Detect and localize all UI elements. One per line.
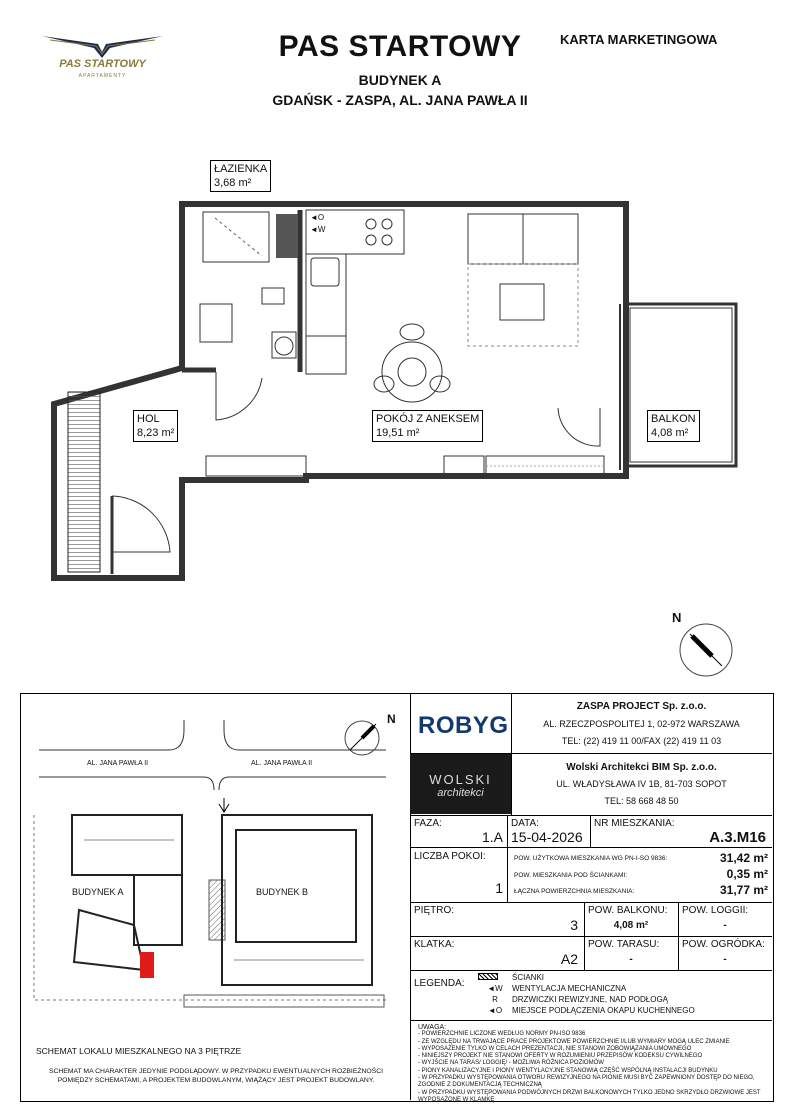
usable-area-label: POW. UŻYTKOWA MIESZKANIA WG PN-I-SO 9836: [514, 855, 668, 862]
total-area-value: 31,77 m² [719, 883, 768, 897]
terrace-label: POW. TARASU: [588, 939, 660, 950]
architect-name: Wolski Architekci BIM Sp. z.o.o. [566, 762, 717, 773]
legend-title: LEGENDA: [414, 978, 465, 989]
logo-subtitle: APARTAMENTY [78, 73, 127, 79]
architect-logo-line1: WOLSKI [429, 772, 492, 787]
building-a-label: BUDYNEK A [72, 887, 124, 897]
architect-logo [410, 754, 511, 814]
developer-name: ZASPA PROJECT Sp. z.o.o. [576, 701, 707, 712]
stair-value: A2 [560, 951, 578, 967]
room-name: POKÓJ Z ANEKSEM [376, 413, 480, 425]
loggia-label: POW. LOGGII: [682, 905, 749, 916]
street-left: AL. JANA PAWŁA II [87, 760, 149, 767]
balcony-label [647, 410, 700, 442]
symbol-w: W [317, 225, 326, 234]
site-disclaimer-1: SCHEMAT MA CHARAKTER JEDYNIE PODGLĄDOWY. W PRZYPADKU EWENTUALNYCH ROZBIEŻNOŚCI [48, 1068, 384, 1075]
note-line: - W PRZYPADKU WYSTĘPOWANIA OTWORU REWIZYJNEGO NA PIONIE MUSI BYĆ ZAPEWNIONY DOSTĘP DO NIEGO, [418, 1075, 755, 1082]
note-line: - WYJŚCIE NA TARAS/ LOGGIĘ/ - MOŻLIWA RÓŻNICA POZIOMÓW [418, 1060, 604, 1067]
garden-label: POW. OGRÓDKA: [682, 939, 765, 950]
symbol-o: O [317, 213, 325, 222]
street-right: AL. JANA PAWŁA II [251, 760, 313, 767]
data-value: 15-04-2026 [511, 829, 583, 845]
legend-item [478, 1006, 768, 1017]
legend-text: ŚCIANKI [512, 973, 545, 982]
data-label: DATA: [511, 818, 539, 829]
legend-item [478, 973, 768, 984]
wall-swatch-icon [478, 973, 498, 980]
bathroom-name: ŁAZIENKA [214, 163, 268, 175]
room-label [372, 410, 483, 442]
site-caption: SCHEMAT LOKALU MIESZKALNEGO NA 3 PIĘTRZE [36, 1046, 242, 1056]
developer-phone: TEL: (22) 419 11 00/FAX (22) 419 11 03 [561, 736, 722, 746]
logo-wings-icon [40, 30, 165, 60]
legend-text: WENTYLACJA MECHANICZNA [512, 984, 627, 993]
compass [670, 610, 740, 680]
rooms-count-value: 1 [495, 880, 503, 896]
note-line: ZGODNIE Z DOKUMENTACJĄ TECHNICZNĄ [418, 1082, 542, 1089]
balcony-area: 4,08 m² [651, 427, 689, 439]
site-compass-icon [342, 718, 382, 758]
note-line: WYPOSAŻONE W KLAMKĘ [418, 1096, 495, 1103]
arrow-o-icon: ◄O [487, 1006, 503, 1015]
under-walls-value: 0,35 m² [726, 867, 768, 881]
note-line: - POWIERZCHNIE LICZONE WEDŁUG NORMY PN-ISO 9836 [418, 1031, 586, 1038]
legend-item [478, 995, 768, 1006]
site-north: N [387, 712, 396, 726]
bathroom-area: 3,68 m² [214, 177, 252, 189]
card-type: KARTA MARKETINGOWA [560, 32, 718, 47]
address: GDAŃSK - ZASPA, AL. JANA PAWŁA II [272, 92, 528, 108]
architect-address: UL. WŁADYSŁAWA IV 1B, 81-703 SOPOT [556, 779, 727, 789]
compass-icon [678, 622, 734, 678]
compass-north: N [672, 610, 682, 625]
architect-phone: TEL: 58 668 48 50 [604, 796, 679, 806]
usable-area-value: 31,42 m² [719, 851, 768, 865]
symbol-r: R [492, 995, 498, 1004]
note-line: - NINIEJSZY PROJEKT NIE STANOWI OFERTY W ROZUMIENIU PRZEPISÓW KODEKSU CYWILNEGO [418, 1053, 703, 1060]
balcony-area-label: POW. BALKONU: [588, 905, 668, 916]
terrace-value: - [629, 954, 633, 965]
architect-logo-line2: architekci [437, 787, 484, 799]
floor-label: PIĘTRO: [414, 905, 455, 916]
balcony-name: BALKON [651, 413, 696, 425]
room-area: 19,51 m² [376, 427, 420, 439]
note-line: - PIONY KANALIZACYJNE I PIONY WENTYLACYJNE STANOWIĄ CZĘŚĆ WSPÓLNĄ INSTALACJI BUDYNKU [418, 1067, 718, 1074]
legend-item [478, 984, 768, 995]
building-name: BUDYNEK A [358, 72, 442, 88]
notes-title: UWAGA: [418, 1024, 447, 1031]
garden-value: - [723, 954, 727, 965]
hall-label [133, 410, 178, 442]
nr-label: NR MIESZKANIA: [594, 818, 675, 829]
floor-plan [0, 150, 792, 590]
nr-value: A.3.M16 [709, 829, 766, 846]
note-line: - W PRZYPADKU WYSTĘPOWANIA PODWÓJNYCH DRZWI BALKONOWYCH TYLKO JEDNO SKRZYDŁO DRZWIOWE JEST [418, 1089, 761, 1096]
arrow-w-icon: ◄W [487, 984, 503, 993]
ventilation-marker: ◄O ◄W [310, 213, 326, 234]
bathroom-label [210, 160, 271, 192]
developer-logo: ROBYG [418, 712, 509, 739]
note-line: - WYPOSAŻENIE TYLKO W CELACH PREZENTACJI, NIE STANOWI ZOBOWIĄZANIA UMOWNEGO [418, 1045, 692, 1052]
loggia-value: - [723, 920, 727, 931]
faza-label: FAZA: [414, 818, 442, 829]
stair-label: KLATKA: [414, 939, 455, 950]
note-line: - ZE WZGLĘDU NA TRWAJĄCE PRACE PROJEKTOWE POWIERZCHNIE I/LUB WYMIARY MOGĄ ULEC ZMIANIE [418, 1038, 730, 1045]
page-title: PAS STARTOWY [278, 30, 522, 63]
balcony-area-value: 4,08 m² [613, 920, 649, 931]
notes [418, 1024, 778, 1104]
legend-text: DRZWICZKI REWIZYJNE, NAD PODŁOGĄ [512, 995, 669, 1004]
faza-value: 1.A [481, 829, 503, 845]
hall-area: 8,23 m² [137, 427, 175, 439]
total-area-label: ŁĄCZNA POWIERZCHNIA MIESZKANIA: [514, 888, 635, 895]
under-walls-label: POW. MIESZKANIA POD ŚCIANKAMI: [514, 872, 628, 879]
logo-name: PAS STARTOWY [59, 58, 146, 70]
site-disclaimer-2: POMIĘDZY SCHEMATAMI, A PROJEKTEM BUDOWLANYM, WIĄŻĄCY JEST PROJEKT BUDOWLANY. [57, 1077, 375, 1084]
developer-address: AL. RZECZPOSPOLITEJ 1, 02-972 WARSZAWA [543, 719, 740, 729]
legend-list [478, 973, 768, 1017]
rooms-count-label: LICZBA POKOI: [414, 851, 486, 862]
floor-value: 3 [570, 917, 578, 933]
hall-name: HOL [137, 413, 160, 425]
legend-text: MIEJSCE PODŁĄCZENIA OKAPU KUCHENNEGO [512, 1006, 695, 1015]
building-b-label: BUDYNEK B [256, 887, 309, 897]
